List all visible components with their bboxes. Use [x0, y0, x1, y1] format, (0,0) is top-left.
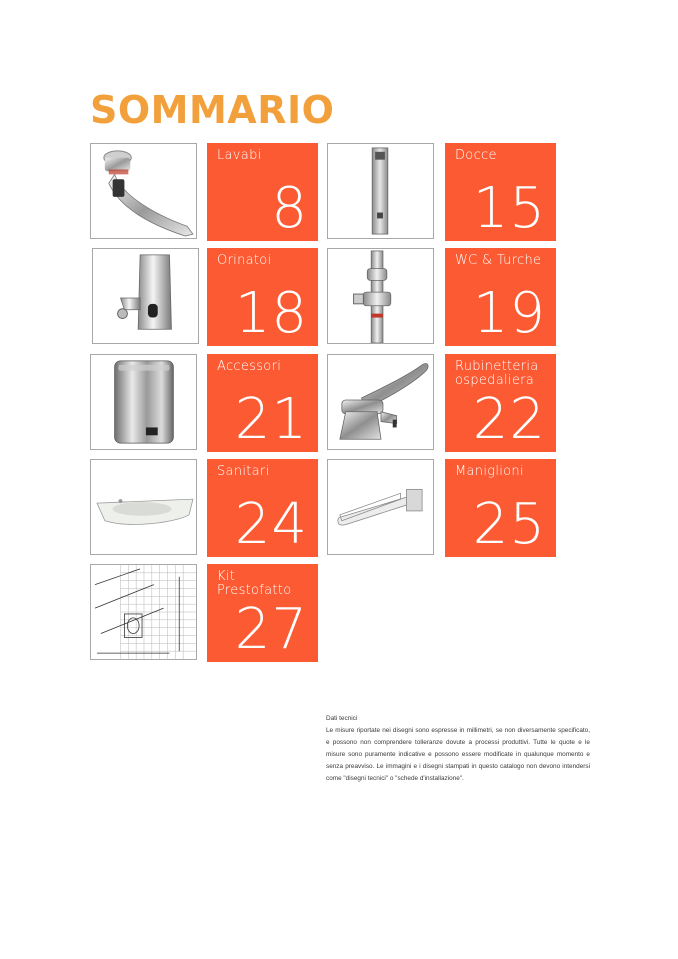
urinal-sensor-icon [93, 249, 198, 343]
docce-image[interactable] [327, 143, 434, 239]
section-label: Rubinetteria ospedaliera [455, 359, 539, 388]
technical-notes [326, 713, 590, 785]
lavabi-image[interactable] [90, 143, 197, 239]
rubinetteria-ospedaliera-image[interactable] [327, 354, 434, 450]
accessori-image[interactable] [90, 354, 197, 450]
section-tile-rubinetteria-ospedaliera[interactable] [445, 354, 556, 452]
section-label: Accessori [217, 359, 282, 374]
section-page-number: 25 [472, 492, 546, 557]
page-title: SOMMARIO [90, 88, 335, 132]
section-tile-sanitari[interactable] [207, 459, 318, 557]
shower-panel-icon [328, 144, 433, 238]
technical-notes-body: Le misure riportate nei disegni sono espresse in millimetri, se non diversamente specificato, e possono non comprendere tolleranze dovute a processi produttivi. Tutte le quote e le misure sono puramente indicative e possono essere modificate in qualunque momento e senza preavviso. Le immagini e i disegni stampati in questo catalogo non devono intendersi come "disegni tecnici" o "schede d'installazione". [326, 727, 590, 782]
section-tile-orinatoi[interactable] [207, 248, 318, 346]
floor-plan-icon [91, 565, 196, 659]
lever-mixer-icon [328, 355, 433, 449]
soap-dispenser-icon [91, 355, 196, 449]
kit-prestofatto-image[interactable] [90, 564, 197, 660]
section-label: Maniglioni [455, 464, 524, 479]
section-label: Orinatoi [217, 253, 272, 268]
section-page-number: 22 [472, 387, 546, 452]
maniglioni-image[interactable] [327, 459, 434, 555]
section-label: Kit Prestofatto [217, 569, 292, 598]
section-label: Lavabi [217, 148, 262, 163]
section-tile-wc-turche[interactable] [445, 248, 556, 346]
section-label: Sanitari [217, 464, 270, 479]
section-tile-lavabi[interactable] [207, 143, 318, 241]
technical-notes-title: Dati tecnici [326, 715, 358, 722]
section-page-number: 8 [271, 176, 308, 241]
section-page-number: 21 [234, 387, 308, 452]
section-tile-docce[interactable] [445, 143, 556, 241]
tap-icon [91, 144, 196, 238]
flush-valve-icon [328, 249, 433, 343]
section-tile-maniglioni[interactable] [445, 459, 556, 557]
section-page-number: 15 [472, 176, 546, 241]
section-page-number: 19 [472, 281, 546, 346]
section-tile-kit-prestofatto[interactable] [207, 564, 318, 662]
section-label: Docce [455, 148, 497, 163]
section-page-number: 18 [234, 281, 308, 346]
wc-turche-image[interactable] [327, 248, 434, 344]
orinatoi-image[interactable] [92, 248, 199, 344]
sanitari-image[interactable] [90, 459, 197, 555]
washbasin-icon [91, 460, 196, 554]
section-tile-accessori[interactable] [207, 354, 318, 452]
grab-bar-icon [328, 460, 433, 554]
section-page-number: 27 [234, 597, 308, 662]
section-page-number: 24 [234, 492, 308, 557]
section-label: WC & Turche [455, 253, 542, 268]
